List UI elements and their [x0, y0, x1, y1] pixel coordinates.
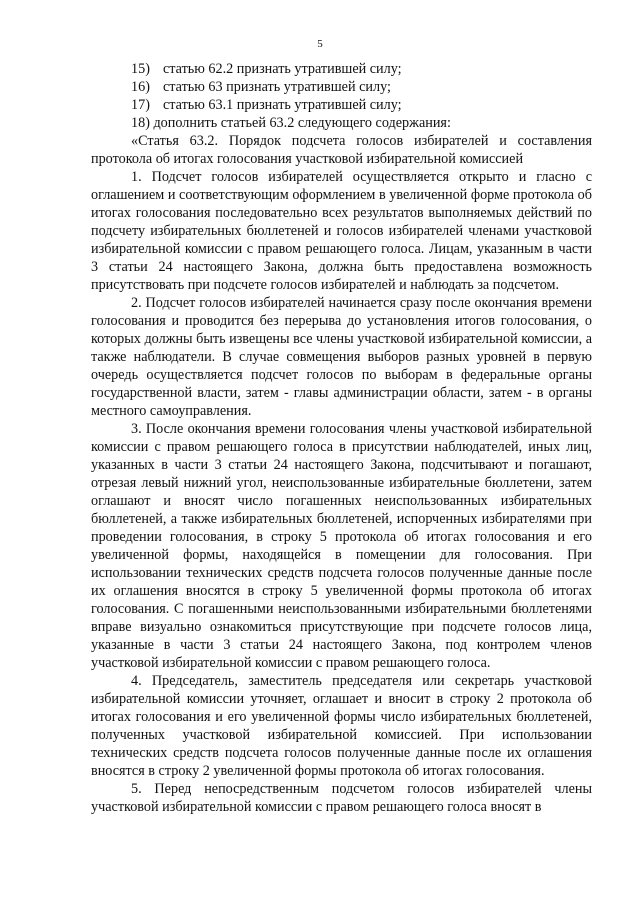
paragraph-4: 4. Председатель, заместитель председателя или секретарь участковой избирательной комиссии уточняет, оглашает и вносит в строку 2 протокола об итогах голосования и его увеличенной формы число избирательных бюллетеней, полученных участковой избирательной комиссией. При использовании технических средств подсчета голосов полученные данные после их оглашения вносятся в строку 2 увеличенной формы протокола об итогах голосования.	[91, 673, 592, 779]
list-item-number: 17)	[131, 97, 150, 113]
list-item-number: 16)	[131, 79, 150, 95]
article-heading: «Статья 63.2. Порядок подсчета голосов избирателей и составления протокола об итогах голосования участковой избирательной комиссией	[91, 133, 592, 167]
paragraph-3: 3. После окончания времени голосования члены участковой избирательной комиссии с правом решающего голоса в присутствии наблюдателей, иных лиц, указанных в части 3 статьи 24 настоящего Закона, подсчитывают и погашают, отрезая левый нижний угол, неиспользованные избирательные бюллетени, затем оглашают и вносят число погашенных неиспользованных избирательных бюллетеней, а также избирательных бюллетеней, испорченных избирателями при проведении голосования, в строку 5 протокола об итогах голосования и его увеличенной формы, находящейся в помещении для голосования. При использовании технических средств подсчета голосов полученные данные после их оглашения вносятся в строку 5 увеличенной формы протокола об итогах голосования. С погашенными неиспользованными избирательными бюллетенями вправе визуально ознакомиться присутствующие при подсчете голосов лица, указанные в части 3 статьи 24 настоящего Закона, под контролем членов участковой избирательной комиссии с правом решающего голоса.	[91, 421, 592, 671]
paragraph-5: 5. Перед непосредственным подсчетом голосов избирателей члены участковой избирательной комиссии с правом решающего голоса вносят в	[91, 781, 592, 815]
list-item-text: статью 62.2 признать утратившей силу;	[163, 61, 402, 77]
paragraph-1: 1. Подсчет голосов избирателей осуществляется открыто и гласно с оглашением и соответствующим оформлением в увеличенной форме протокола об итогах голосования последовательно всех результатов выполняемых действий по подсчету избирательных бюллетеней и голосов избирателей членами участковой избирательной комиссии с правом решающего голоса. Лицам, указанным в части 3 статьи 24 настоящего Закона, должна быть предоставлена возможность присутствовать при подсчете голосов избирателей и наблюдать за подсчетом.	[91, 169, 592, 293]
list-item-text: статью 63.1 признать утратившей силу;	[163, 97, 402, 113]
document-body	[91, 60, 592, 816]
list-item-number: 15)	[131, 61, 150, 77]
list-item	[91, 60, 592, 78]
page-number: 5	[317, 38, 323, 50]
paragraph-2: 2. Подсчет голосов избирателей начинается сразу после окончания времени голосования и проводится без перерыва до установления итогов голосования, о которых должны быть извещены все члены участковой избирательной комиссии, а также наблюдатели. В случае совмещения выборов разных уровней в первую очередь осуществляется подсчет голосов по выборам в федеральные органы государственной власти, затем - главы администрации области, затем - в органы местного самоуправления.	[91, 295, 592, 419]
list-item	[91, 96, 592, 114]
list-item-text: статью 63 признать утратившей силу;	[163, 79, 391, 95]
list-item	[91, 78, 592, 96]
list-item-18: 18) дополнить статьей 63.2 следующего содержания:	[131, 115, 451, 131]
